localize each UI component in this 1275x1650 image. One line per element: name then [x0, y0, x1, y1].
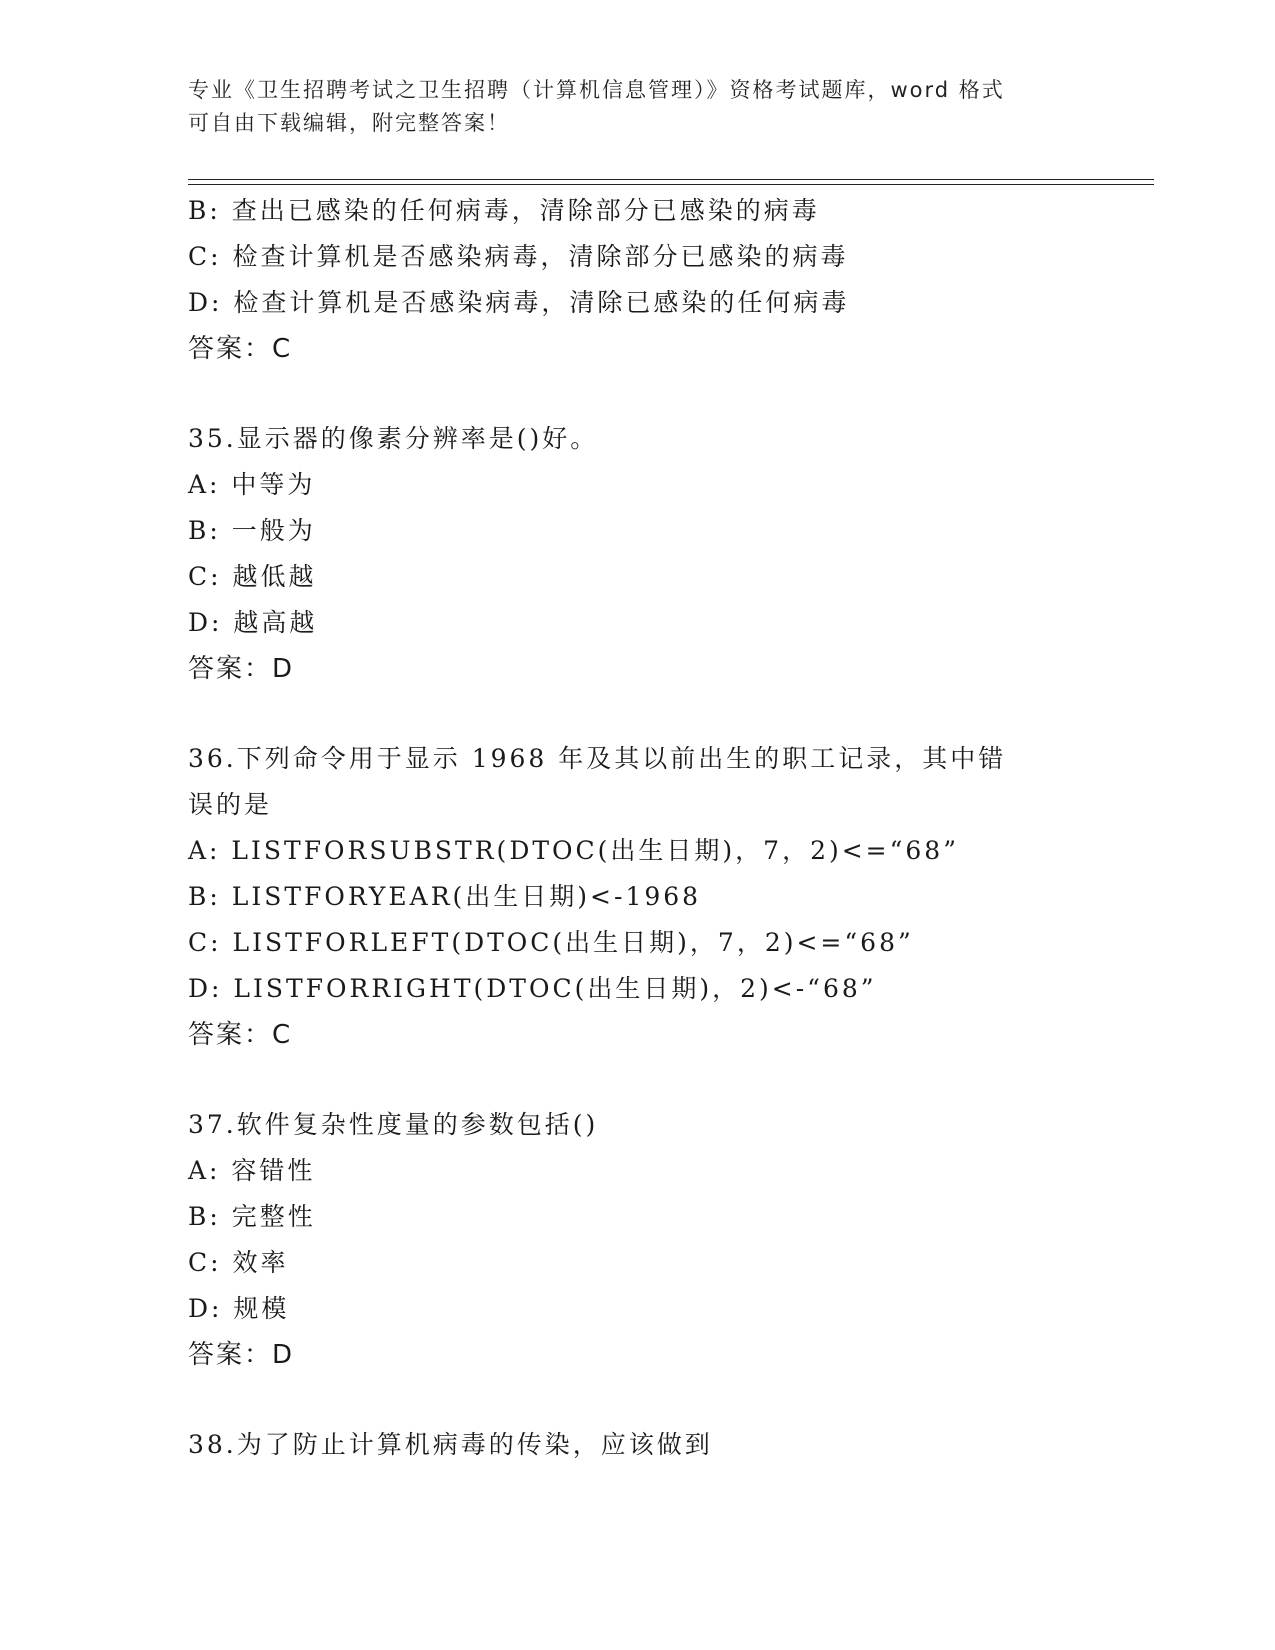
question-list [188, 188, 1088, 1468]
q35-option-a: A: 中等为 [188, 470, 316, 499]
q36-option-d: D: LISTFORRIGHT(DTOC(出生日期)，2)<-“68” [188, 974, 877, 1003]
q36-option-b: B: LISTFORYEAR(出生日期)<-1968 [188, 882, 702, 911]
q36-question: 36.下列命令用于显示 1968 年及其以前出生的职工记录，其中错误的是 [188, 744, 1007, 819]
spacer [188, 1378, 1088, 1422]
q35-option-b: B: 一般为 [188, 516, 316, 545]
page-header [188, 74, 1068, 140]
q36-option-a: A: LISTFORSUBSTR(DTOC(出生日期)，7，2)<=“68” [188, 836, 959, 865]
q37-option-a: A: 容错性 [188, 1156, 316, 1185]
q35-option-c: C: 越低越 [188, 562, 317, 591]
q34-option-d: D: 检查计算机是否感染病毒，清除已感染的任何病毒 [188, 288, 850, 317]
q38-question: 38.为了防止计算机病毒的传染，应该做到 [188, 1430, 713, 1459]
q37-option-b: B: 完整性 [188, 1202, 316, 1231]
question-37-block [188, 1102, 1088, 1378]
q35-answer: 答案：D [188, 654, 295, 684]
q37-question: 37.软件复杂性度量的参数包括() [188, 1110, 599, 1139]
q35-option-d: D: 越高越 [188, 608, 318, 637]
header-title-line-1: 专业《卫生招聘考试之卫生招聘（计算机信息管理）》资格考试题库，word 格式 [188, 78, 1005, 102]
spacer [188, 692, 1088, 736]
q36-option-c: C: LISTFORLEFT(DTOC(出生日期)，7，2)<=“68” [188, 928, 914, 957]
q37-answer: 答案：D [188, 1340, 295, 1370]
q34-answer: 答案：C [188, 334, 293, 364]
question-34-block [188, 188, 1088, 372]
q37-option-c: C: 效率 [188, 1248, 289, 1277]
q36-answer: 答案：C [188, 1020, 293, 1050]
q34-option-c: C: 检查计算机是否感染病毒，清除部分已感染的病毒 [188, 242, 849, 271]
header-divider-top [188, 179, 1154, 180]
q34-option-b: B: 查出已感染的任何病毒，清除部分已感染的病毒 [188, 196, 820, 225]
header-title-line-2: 可自由下载编辑，附完整答案！ [188, 111, 510, 135]
question-35-block [188, 416, 1088, 692]
header-divider-bottom [188, 184, 1154, 185]
spacer [188, 1058, 1088, 1102]
question-38-block [188, 1422, 1088, 1468]
q35-question: 35.显示器的像素分辨率是()好。 [188, 424, 599, 453]
q37-option-d: D: 规模 [188, 1294, 290, 1323]
spacer [188, 372, 1088, 416]
question-36-block [188, 736, 1088, 1058]
